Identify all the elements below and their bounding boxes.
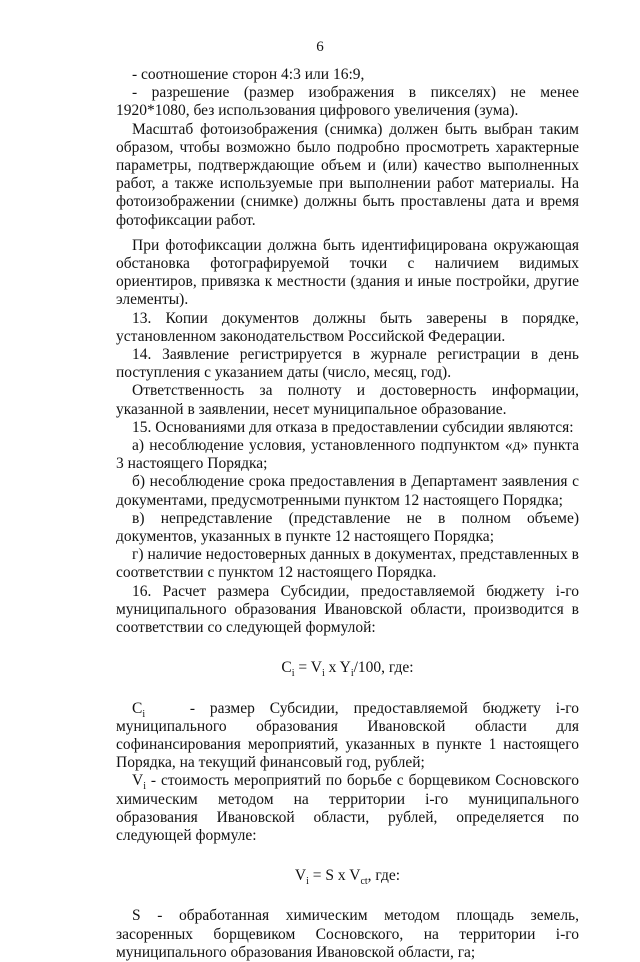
paragraph-vi-definition: $V_i$ - стоимость мероприятий по борьбе с борщевиком Сосновского химическим методом на территории i-го муниципального образования Ивановской области, рублей, определяется по следующей формуле: — [116, 772, 580, 844]
paragraph-scale: Масштаб фотоизображения (снимка) должен быть выбран таким образом, чтобы возможно было подробно просмотреть характерные параметры, подтверждающие объем и (или) качество выполненных работ, а также используемые при выполнении работ материалы. На фотоизображении (снимке) должны быть проставлены дата и время фотофиксации работ. — [116, 120, 579, 229]
ci-symbol: $C_i$ — [132, 699, 146, 720]
paragraph-16: 16. Расчет размера Субсидии, предоставляемой бюджету i-го муниципального образования Ивановской области, производится в соответствии со следующей формулой: — [116, 582, 579, 637]
formula-ci: $C_i = V_i$ x $Y_i/100$, где: — [281, 659, 414, 680]
paragraph-13: 13. Копии документов должны быть заверены в порядке, установленном законодательством Российской Федерации. — [116, 309, 579, 345]
paragraph-identification: При фотофиксации должна быть идентифицирована окружающая обстановка фотографируемой точки с наличием видимых ориентиров, привязка к местности (здания и иные постройки, другие элементы). — [116, 236, 579, 309]
paragraph-15: 15. Основаниями для отказа в предоставлении субсидии являются: — [132, 418, 574, 436]
paragraph-15-v: в) непредставление (представление не в полном объеме) документов, указанных в пункте 12 настоящего Порядка; — [116, 509, 579, 546]
paragraph-responsibility: Ответственность за полноту и достоверность информации, указанной в заявлении, несет муниципальное образование. — [116, 382, 579, 418]
document-body — [116, 66, 579, 962]
paragraph-15-b: б) несоблюдение срока предоставления в Департамент заявления с документами, предусмотренными пунктом 12 настоящего Порядка; — [116, 473, 579, 509]
paragraph-ci-definition: $C_i$ - размер Субсидии, предоставляемой бюджету i-го муниципального образования Ивановской области для софинансирования мероприятий, указанных в пункте 1 настоящего Порядка, на текущий финансовый год, рублей; — [116, 699, 579, 772]
paragraph-resolution: - разрешение (размер изображения в пикселях) не менее 1920*1080, без использования цифрового увеличения (зума). — [116, 84, 579, 120]
paragraph-s-definition: S - обработанная химическим методом площадь земель, засоренных борщевиком Сосновского, на территории i-го муниципального образования Ивановской области, га; — [116, 907, 579, 961]
formula-vi: $V_i = S$ x $V_{ct}$, где: — [294, 867, 401, 888]
paragraph-15-g: г) наличие недостоверных данных в документах, представленных в соответствии с пунктом 12 настоящего Порядка. — [116, 546, 579, 582]
paragraph-15-a: а) несоблюдение условия, установленного подпунктом «д» пункта 3 настоящего Порядка; — [116, 437, 579, 473]
page-number: 6 — [316, 39, 324, 55]
vi-symbol: $V_i$ — [132, 772, 146, 793]
paragraph-aspect: - соотношение сторон 4:3 или 16:9, — [132, 66, 365, 83]
paragraph-14: 14. Заявление регистрируется в журнале регистрации в день поступления с указанием даты (число, месяц, год). — [116, 346, 579, 382]
